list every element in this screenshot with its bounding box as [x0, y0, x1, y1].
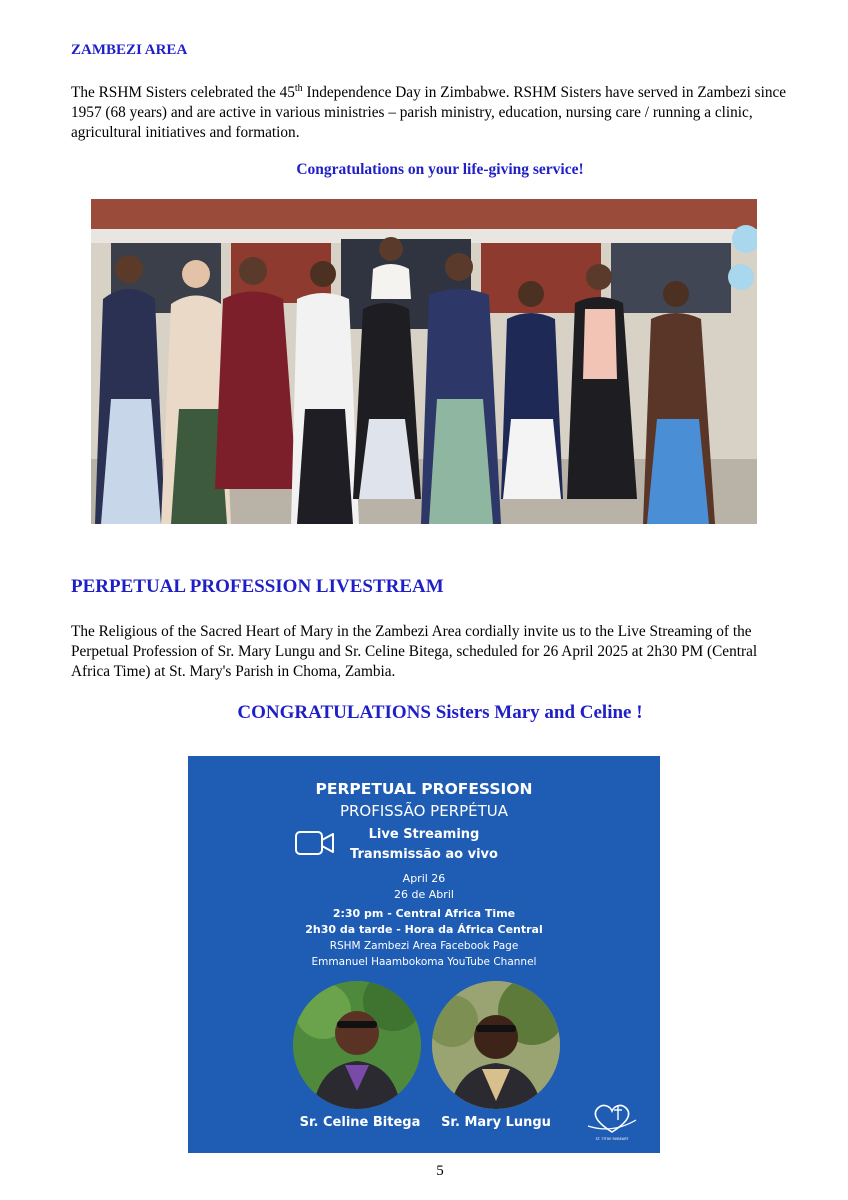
poster-time-en: 2:30 pm - Central Africa Time — [332, 907, 516, 920]
paragraph-text-a: The RSHM Sisters celebrated the 45 — [71, 84, 295, 102]
section-title-zambezi: ZAMBEZI AREA — [71, 42, 188, 58]
tagline-congratulations: Congratulations on your life-giving service! — [296, 161, 584, 178]
paragraph-invitation: The Religious of the Sacred Heart of Mary in the Zambezi Area cordially invite us to the Live Streaming of the Perpetual Profession of Sr. Mary Lungu and Sr. Celine Bitega, scheduled for 26 April 2025 at 2h30 PM (Central Africa Time) at St. Mary's Parish in Choma, Zambia. — [71, 623, 758, 680]
page-number: 5 — [436, 1163, 444, 1179]
poster-name-mary: Sr. Mary Lungu — [441, 1115, 551, 1130]
poster-channel-facebook: RSHM Zambezi Area Facebook Page — [329, 940, 519, 952]
paragraph-text-b: Independence Day in Zimbabwe. RSHM Sisters have served in Zambezi since 1957 (68 years) and are active in various ministries – parish ministry, education, nursing care / running a clinic, agricultural initiatives and formation. — [71, 84, 787, 142]
poster-date-pt: 26 de Abril — [394, 888, 454, 901]
logo-caption: ST. TITHE RHBEART — [595, 1137, 629, 1141]
poster-title-pt: PROFISSÃO PERPÉTUA — [339, 802, 509, 820]
group-photo — [91, 199, 757, 524]
poster-name-celine: Sr. Celine Bitega — [299, 1115, 421, 1130]
section-title-livestream: PERPETUAL PROFESSION LIVESTREAM — [71, 576, 444, 597]
poster-date-en: April 26 — [402, 872, 446, 885]
paragraph-independence-day — [71, 79, 791, 143]
poster-channel-youtube: Emmanuel Haambokoma YouTube Channel — [311, 956, 537, 968]
poster-title-en: PERPETUAL PROFESSION — [315, 780, 533, 798]
group-photo-illustration — [91, 199, 757, 524]
superscript-th: th — [294, 83, 303, 94]
poster-stream-en: Live Streaming — [368, 827, 480, 842]
rshm-heart-logo-icon — [586, 1100, 638, 1142]
portrait-celine — [293, 981, 421, 1109]
portrait-mary — [432, 981, 560, 1109]
congratulations-sisters: CONGRATULATIONS Sisters Mary and Celine ! — [237, 702, 643, 723]
poster-stream-pt: Transmissão ao vivo — [350, 847, 498, 862]
profession-poster — [188, 756, 660, 1153]
poster-time-pt: 2h30 da tarde - Hora da África Central — [305, 923, 543, 936]
